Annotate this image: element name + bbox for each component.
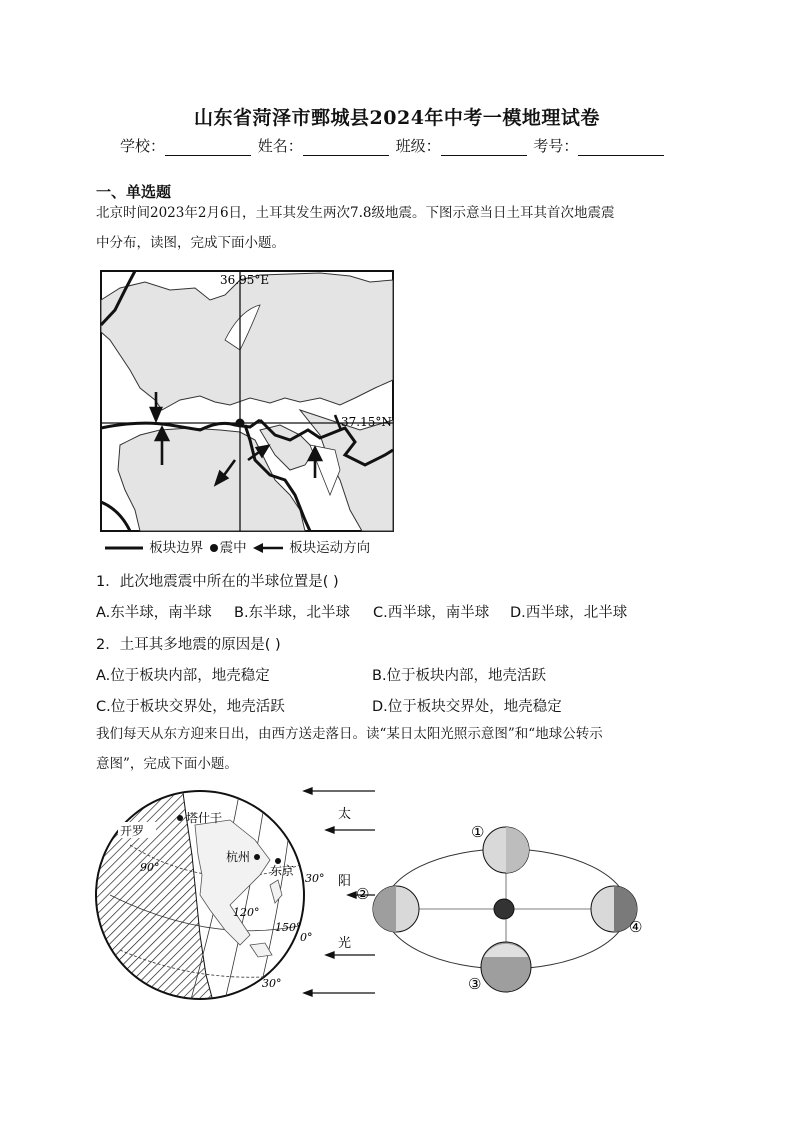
orbit-marker-4: ④ — [629, 918, 643, 936]
sun-char-3: 光 — [338, 936, 352, 951]
orbit-marker-3: ③ — [468, 975, 482, 993]
degree-150: 150° — [275, 921, 302, 934]
name-label: 姓名： — [257, 137, 303, 155]
city-tashkent: 塔什干 — [186, 811, 223, 825]
sun-char-2: 阳 — [338, 874, 352, 889]
passage-1-line-1: 北京时间2023年2月6日，土耳其发生两次7.8级地震。下图示意当日土耳其首次地震震 — [96, 205, 615, 221]
orbit-marker-2: ② — [356, 885, 370, 903]
orbit-marker-1: ① — [471, 823, 485, 841]
student-info-row — [120, 135, 666, 156]
passage-2-line-1: 我们每天从东方迎来日出，由西方送走落日。读“某日太阳光照示意图”和“地球公转示 — [96, 726, 603, 742]
exam-number-blank[interactable] — [578, 141, 664, 156]
boundary-legend-icon — [103, 542, 145, 554]
degree-0: 0° — [300, 931, 313, 944]
school-label: 学校： — [120, 137, 166, 155]
latitude-label: 37.15°N — [341, 415, 392, 429]
degree-90-a: 90° — [140, 861, 160, 874]
name-blank[interactable] — [303, 141, 389, 156]
question-1-stem: 1．此次地震震中所在的半球位置是( ) — [96, 574, 339, 590]
city-tokyo: 东京 — [270, 864, 295, 878]
q2-option-d[interactable]: D.位于板块交界处，地壳稳定 — [372, 699, 562, 715]
q2-option-a[interactable]: A.位于板块内部，地壳稳定 — [96, 668, 270, 684]
legend-motion-label: 板块运动方向 — [289, 540, 371, 556]
school-blank[interactable] — [165, 141, 251, 156]
epicenter-legend-icon — [208, 542, 220, 554]
q1-option-b[interactable]: B.东半球，北半球 — [234, 605, 351, 621]
map-legend — [103, 536, 370, 556]
city-cairo: 开罗 — [120, 824, 145, 838]
earthquake-map — [100, 270, 396, 534]
exam-number-label: 考号： — [533, 137, 579, 155]
q1-option-c[interactable]: C.西半球，南半球 — [373, 605, 490, 621]
europe-land — [101, 273, 393, 410]
city-hangzhou: 杭州 — [226, 850, 251, 864]
epicenter-dot — [236, 419, 245, 428]
passage-1 — [96, 198, 706, 258]
passage-2 — [96, 719, 706, 779]
degree-120: 120° — [233, 906, 260, 919]
degree-30-b: 30° — [262, 977, 282, 990]
arrow-legend-icon — [251, 542, 285, 554]
sunlight-globe-diagram — [90, 785, 380, 1005]
q2-option-c[interactable]: C.位于板块交界处，地壳活跃 — [96, 699, 285, 715]
section-heading: 一、单选题 — [96, 183, 172, 201]
legend-boundary-label: 板块边界 — [149, 540, 204, 556]
q1-option-d[interactable]: D.西半球，北半球 — [510, 605, 628, 621]
page-title: 山东省菏泽市鄄城县2024年中考一模地理试卷 — [194, 107, 600, 129]
passage-1-line-2: 中分布，读图，完成下面小题。 — [96, 235, 285, 251]
longitude-label: 36.95°E — [220, 273, 270, 287]
question-2-stem: 2．土耳其多地震的原因是( ) — [96, 637, 281, 653]
q1-option-a[interactable]: A.东半球，南半球 — [96, 605, 212, 621]
legend-epicenter-label: 震中 — [219, 540, 247, 556]
degree-30-a: 30° — [305, 872, 325, 885]
sun — [494, 899, 514, 919]
passage-2-line-2: 意图”，完成下面小题。 — [96, 756, 238, 772]
class-label: 班级： — [395, 137, 441, 155]
q2-option-b[interactable]: B.位于板块内部，地壳活跃 — [372, 668, 547, 684]
earth-orbit-diagram — [356, 812, 656, 997]
class-blank[interactable] — [441, 141, 527, 156]
sun-char-1: 太 — [338, 807, 352, 822]
